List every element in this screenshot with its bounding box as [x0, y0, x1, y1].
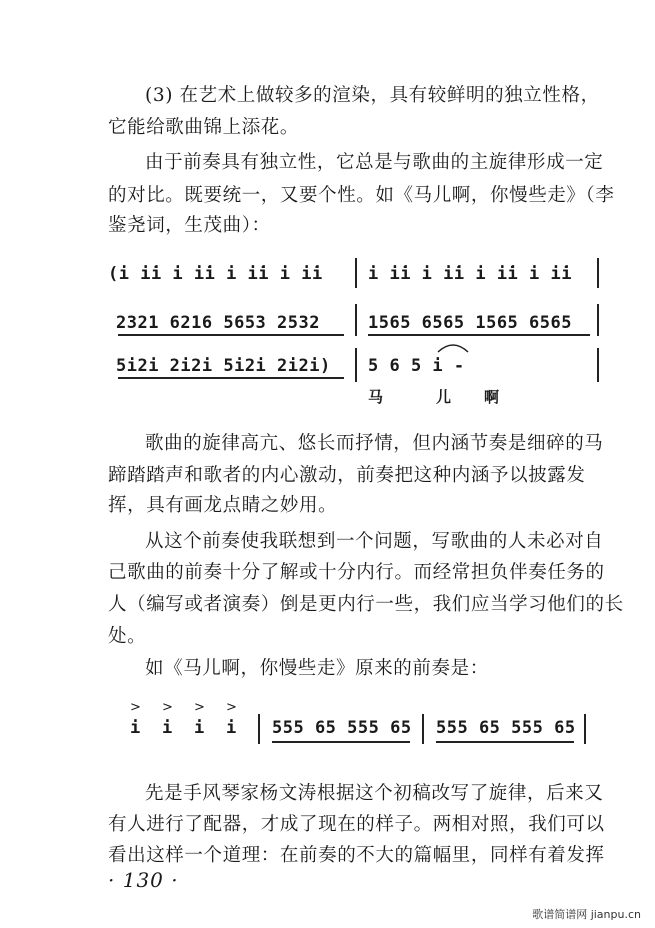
- barline: [597, 348, 599, 382]
- page-number: · 130 ·: [108, 868, 179, 892]
- paragraph-line: 先是手风琴家杨文涛根据这个初稿改写了旋律，后来又: [145, 783, 604, 804]
- barline: [355, 304, 357, 336]
- accent-note: i: [194, 718, 205, 738]
- barline: [258, 714, 260, 744]
- paragraph-line: 己歌曲的前奏十分了解或十分内行。而经常担负伴奏任务的: [108, 562, 605, 583]
- paragraph-line: 有人进行了配器，才成了现在的样子。两相对照，我们可以: [108, 814, 605, 835]
- score-row-1-left: (i i̇i i i̇i i i̇i i i̇i: [108, 264, 323, 284]
- accent-note: i: [226, 718, 237, 738]
- beam-line: [118, 377, 344, 379]
- accent-mark: >: [162, 700, 173, 715]
- watermark: 歌谱简谱网 jianpu.cn: [532, 908, 641, 921]
- beam-line: [118, 334, 344, 336]
- paragraph-line: 人（编写或者演奏）倒是更内行一些，我们应当学习他们的长: [108, 594, 624, 615]
- measure-2: 555 65 555 65: [436, 718, 576, 738]
- barline: [597, 304, 599, 336]
- score-row-2-right: 1565 6565 1565 6565: [368, 313, 572, 333]
- accent-mark: >: [130, 700, 141, 715]
- paragraph-line: 从这个前奏使我联想到一个问题，写歌曲的人未必对自: [145, 531, 604, 552]
- barline: [355, 348, 357, 382]
- accent-mark: >: [226, 700, 237, 715]
- lyric: 马: [368, 388, 384, 406]
- measure-1: 555 65 555 65: [272, 718, 412, 738]
- beam-line: [436, 741, 574, 743]
- score-row-3-left: 5i2i 2i2i 5i2i 2i2i): [116, 356, 331, 376]
- paragraph-line: 由于前奏具有独立性，它总是与歌曲的主旋律形成一定: [145, 152, 604, 173]
- lyric: 儿: [436, 388, 452, 406]
- paragraph-line: 如《马儿啊，你慢些走》原来的前奏是：: [145, 658, 489, 679]
- paragraph-line: 蹄踏踏声和歌者的内心激动，前奏把这种内涵予以披露发: [108, 465, 586, 486]
- paragraph-line: (3) 在艺术上做较多的渲染，具有较鲜明的独立性格，: [145, 85, 600, 106]
- paragraph-line: 的对比。既要统一，又要个性。如《马儿啊，你慢些走》（李: [108, 185, 615, 206]
- barline: [597, 258, 599, 288]
- accent-mark: >: [194, 700, 205, 715]
- accent-note: i: [162, 718, 173, 738]
- score-row-1-right: i i̇i i i̇i i i̇i i i̇i: [368, 264, 572, 284]
- barline: [584, 714, 586, 744]
- paragraph-line: 挥，具有画龙点睛之妙用。: [108, 495, 338, 516]
- paragraph-line: 看出这样一个道理：在前奏的不大的篇幅里，同样有着发挥: [108, 845, 605, 866]
- paragraph-line: 处。: [108, 626, 147, 647]
- barline: [422, 714, 424, 744]
- score-row-2-left: 2321 6216 5653 2532: [116, 313, 320, 333]
- paragraph-line: 鉴尧词，生茂曲）：: [108, 215, 271, 236]
- score-row-3-right: 5 6 5 i -: [368, 356, 465, 376]
- accent-note: i: [130, 718, 141, 738]
- lyric: 啊: [484, 388, 500, 406]
- barline: [355, 258, 357, 288]
- tie-arc: [436, 342, 470, 354]
- paragraph-line: 歌曲的旋律高亢、悠长而抒情，但内涵节奏是细碎的马: [145, 433, 604, 454]
- beam-line: [272, 741, 410, 743]
- beam-line: [368, 334, 590, 336]
- paragraph-line: 它能给歌曲锦上添花。: [108, 117, 300, 138]
